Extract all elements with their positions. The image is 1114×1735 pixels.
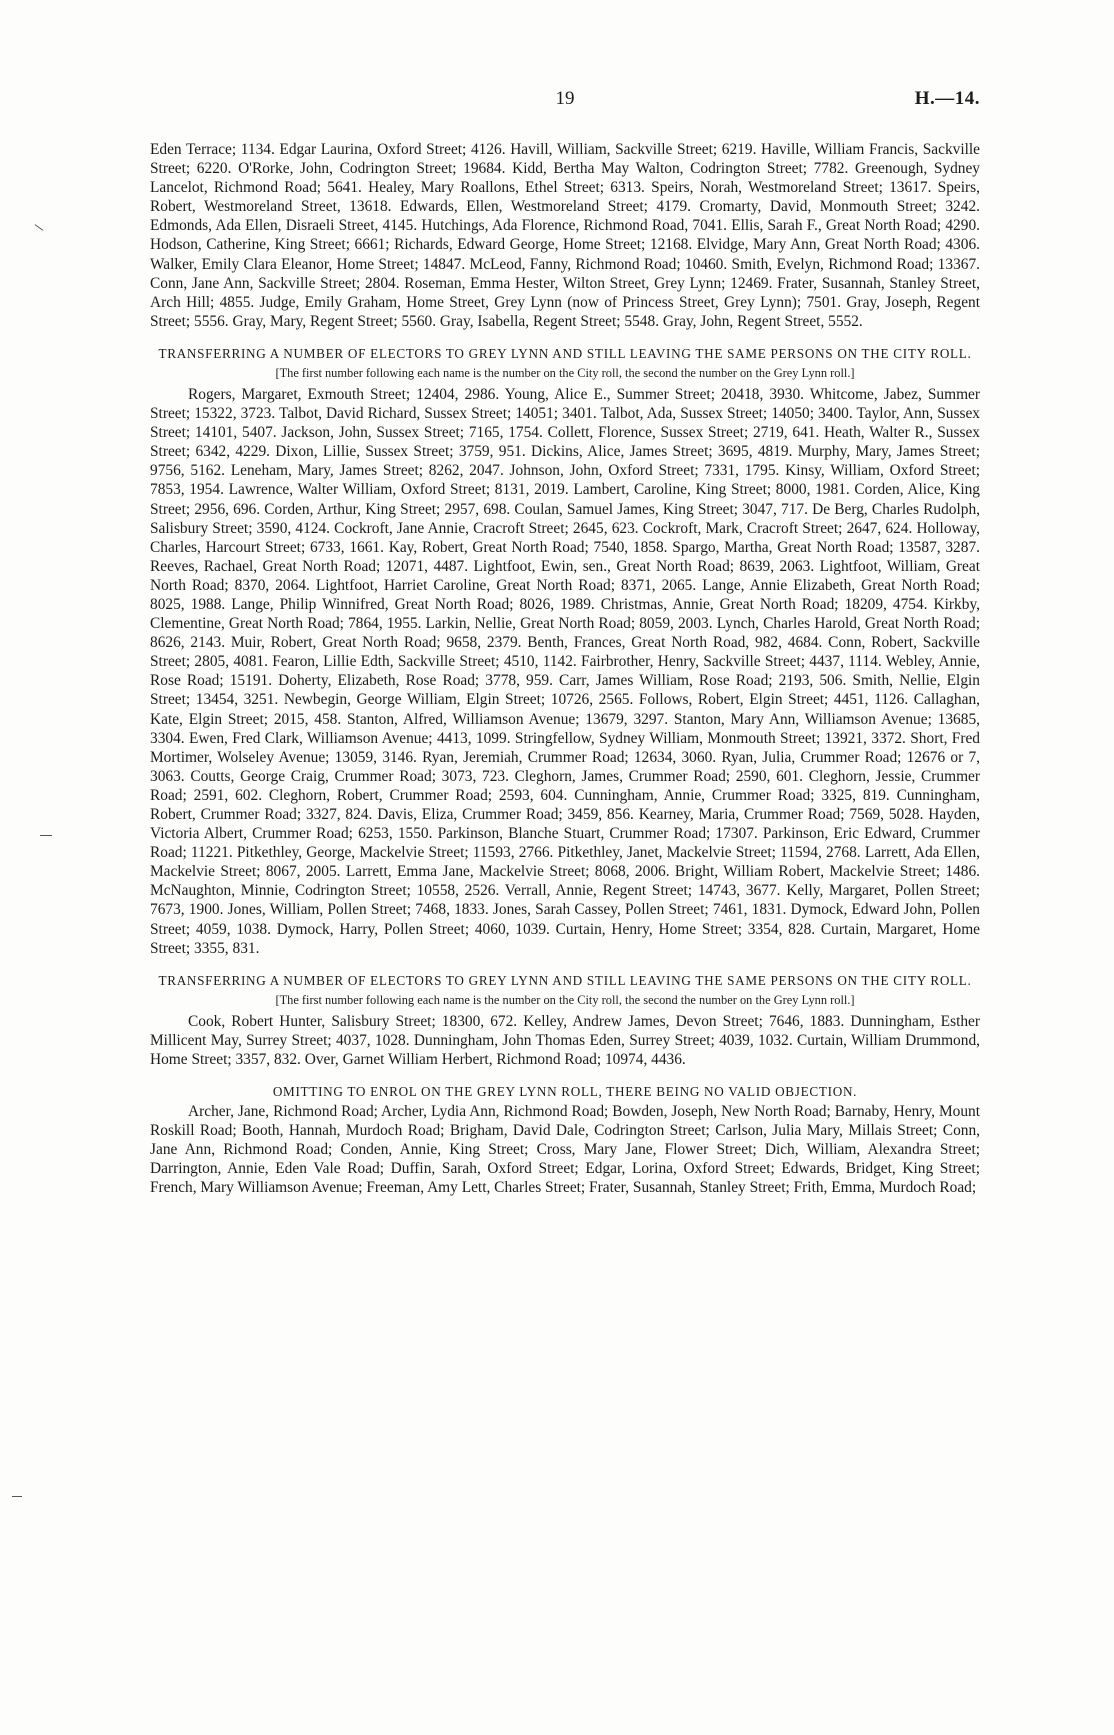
page-number: 19 (555, 88, 575, 109)
section-heading-transfer-1: TRANSFERRING A NUMBER OF ELECTORS TO GREY LYNN AND STILL LEAVING THE SAME PERSONS ON THE CITY ROLL. (158, 345, 972, 361)
paragraph-continued-list: Eden Terrace; 1134. Edgar Laurina, Oxford Street; 4126. Havill, William, Sackville Street; 6219. Haville, William Francis, Sackville Street; 6220. O'Rorke, John, Codrington Street; 19684. Kidd, Bertha May Walton, Codrington Street; 7782. Greenough, Sydney Lancelot, Richmond Road; 5641. Healey, Mary Roallons, Ethel Street; 6313. Speirs, Norah, Westmoreland Street; 13617. Speirs, Robert, Westmoreland Street, 13618. Edwards, Ellen, Westmoreland Street; 4179. Cromarty, David, Monmouth Street; 3242. Edmonds, Ada Ellen, Disraeli Street, 4145. Hutchings, Ada Florence, Richmond Road, 7041. Ellis, Sarah F., Great North Road; 4290. Hodson, Catherine, King Street; 6661; Richards, Edward George, Home Street; 12168. Elvidge, Mary Ann, Great North Road; 4306. Walker, Emily Clara Eleanor, Home Street; 14847. McLeod, Fanny, Richmond Road; 10460. Smith, Evelyn, Richmond Road; 13367. Conn, Jane Ann, Sackville Street; 2804. Roseman, Emma Hester, Wilton Street, Grey Lynn; 12469. Frater, Susannah, Stanley Street, Arch Hill; 4855. Judge, Emily Graham, Home Street, Grey Lynn (now of Princess Street, Grey Lynn); 7501. Gray, Joseph, Regent Street; 5556. Gray, Mary, Regent Street; 5560. Gray, Isabella, Regent Street; 5548. Gray, John, Regent Street, 5552. (150, 141, 980, 330)
section-note-2: [The first number following each name is the number on the City roll, the second the number on the Grey Lynn roll.] (275, 992, 855, 1007)
section-heading-omitting: OMITTING TO ENROL ON THE GREY LYNN ROLL, THERE BEING NO VALID OBJECTION. (272, 1084, 858, 1100)
margin-mark (35, 224, 44, 231)
margin-mark (12, 1496, 22, 1497)
section-note-1: [The first number following each name is the number on the City roll, the second the number on the Grey Lynn roll.] (275, 365, 855, 380)
page-header (150, 88, 980, 118)
margin-mark (40, 835, 52, 836)
section-heading-transfer-2: TRANSFERRING A NUMBER OF ELECTORS TO GREY LYNN AND STILL LEAVING THE SAME PERSONS ON THE CITY ROLL. (158, 972, 972, 988)
report-code: H.—14. (914, 88, 980, 109)
main-content (150, 140, 980, 1198)
paragraph-omitting-list: Archer, Jane, Richmond Road; Archer, Lydia Ann, Richmond Road; Bowden, Joseph, New North Road; Barnaby, Henry, Mount Roskill Road; Booth, Hannah, Murdoch Road; Brigham, David Dale, Codrington Street; Carlson, Julia Mary, Millais Street; Conn, Jane Ann, Richmond Road; Conden, Annie, King Street; Cross, Mary Jane, Flower Street; Dich, William, Alexandra Street; Darrington, Annie, Eden Vale Road; Duffin, Sarah, Oxford Street; Edgar, Lorina, Oxford Street; Edwards, Bridget, King Street; French, Mary Williamson Avenue; Freeman, Amy Lett, Charles Street; Frater, Susannah, Stanley Street; Frith, Emma, Murdoch Road; (150, 1103, 980, 1197)
paragraph-transfer-list-1: Rogers, Margaret, Exmouth Street; 12404, 2986. Young, Alice E., Summer Street; 20418, 3930. Whitcome, Jabez, Summer Street; 15322, 3723. Talbot, David Richard, Sussex Street; 14051; 3401. Talbot, Ada, Sussex Street; 14050; 3400. Taylor, Ann, Sussex Street; 14101, 5407. Jackson, John, Sussex Street; 7165, 1754. Collett, Florence, Sussex Street; 2719, 641. Heath, Walter R., Sussex Street; 6342, 4229. Dixon, Lillie, Sussex Street; 3759, 951. Dickins, Alice, James Street; 3695, 4819. Murphy, Mary, James Street; 9756, 5162. Leneham, Mary, James Street; 8262, 2047. Johnson, John, Oxford Street; 7331, 1795. Kinsy, William, Oxford Street; 7853, 1954. Lawrence, Walter William, Oxford Street; 8131, 2019. Lambert, Caroline, King Street; 8000, 1981. Corden, Alice, King Street; 2956, 696. Corden, Arthur, King Street; 2957, 698. Coulan, Samuel James, King Street; 3047, 717. De Berg, Charles Rudolph, Salisbury Street; 3590, 4124. Cockroft, Jane Annie, Cracroft Street; 2645, 623. Cockroft, Mark, Cracroft Street; 2647, 624. Holloway, Charles, Harcourt Street; 6733, 1661. Kay, Robert, Great North Road; 7540, 1858. Spargo, Martha, Great North Road; 13587, 3287. Reeves, Rachael, Great North Road; 12071, 4487. Lightfoot, Ewin, sen., Great North Road; 8639, 2063. Lightfoot, William, Great North Road; 8370, 2064. Lightfoot, Harriet Caroline, Great North Road; 8371, 2065. Lange, Annie Elizabeth, Great North Road; 8025, 1988. Lange, Philip Winnifred, Great North Road; 8026, 1989. Christmas, Annie, Great North Road; 18209, 4754. Kirkby, Clementine, Great North Road; 7864, 1955. Larkin, Nellie, Great North Road; 8059, 2003. Lynch, Charles Harold, Great North Road; 8626, 2143. Muir, Robert, Great North Road; 9658, 2379. Benth, Frances, Great North Road, 982, 4684. Conn, Robert, Sackville Street; 2805, 4081. Fearon, Lillie Edth, Sackville Street; 4510, 1142. Fairbrother, Henry, Sackville Street; 4437, 1114. Webley, Annie, Rose Road; 15191. Doherty, Elizabeth, Rose Road; 3778, 959. Carr, James William, Rose Road; 2193, 506. Smith, Nellie, Elgin Street; 13454, 3251. Newbegin, George William, Elgin Street; 10726, 2565. Follows, Robert, Elgin Street; 4451, 1126. Callaghan, Kate, Elgin Street; 2015, 458. Stanton, Alfred, Williamson Avenue; 13679, 3297. Stanton, Mary Ann, Williamson Avenue; 13685, 3304. Ewen, Fred Clark, Williamson Avenue; 4413, 1099. Stringfellow, Sydney William, Monmouth Street; 13921, 3372. Short, Fred Mortimer, Wolseley Avenue; 13059, 3146. Ryan, Jeremiah, Crummer Road; 12634, 3060. Ryan, Julia, Crummer Road; 12676 or 7, 3063. Coutts, George Craig, Crummer Road; 3073, 723. Cleghorn, James, Crummer Road; 2590, 601. Cleghorn, Jessie, Crummer Road; 2591, 602. Cleghorn, Robert, Crummer Road; 2593, 604. Cunningham, Annie, Crummer Road; 3325, 819. Cunningham, Robert, Crummer Road; 3327, 824. Davis, Eliza, Crummer Road; 3459, 856. Kearney, Maria, Crummer Road; 7569, 5028. Hayden, Victoria Albert, Crummer Road; 6253, 1550. Parkinson, Blanche Stuart, Crummer Road; 17307. Parkinson, Eric Edward, Crummer Road; 11221. Pitkethley, George, Mackelvie Street; 11593, 2766. Pitkethley, Janet, Mackelvie Street; 11594, 2768. Larrett, Ada Ellen, Mackelvie Street; 8067, 2005. Larrett, Emma Jane, Mackelvie Street; 8068, 2006. Bright, William Robert, Mackelvie Street; 1486. McNaughton, Minnie, Codrington Street; 10558, 2526. Verrall, Annie, Regent Street; 14743, 3677. Kelly, Margaret, Pollen Street; 7673, 1900. Jones, William, Pollen Street; 7468, 1833. Jones, Sarah Cassey, Pollen Street; 7461, 1831. Dymock, Edward John, Pollen Street; 4059, 1038. Dymock, Harry, Pollen Street; 4060, 1039. Curtain, Henry, Home Street; 3354, 828. Curtain, Margaret, Home Street; 3355, 831. (150, 385, 980, 957)
paragraph-transfer-list-2: Cook, Robert Hunter, Salisbury Street; 18300, 672. Kelley, Andrew James, Devon Street; 7646, 1883. Dunningham, Esther Millicent May, Surrey Street; 4037, 1028. Dunningham, John Thomas Eden, Surrey Street; 4039, 1032. Curtain, William Drummond, Home Street; 3357, 832. Over, Garnet William Herbert, Richmond Road; 10974, 4436. (150, 1012, 980, 1068)
